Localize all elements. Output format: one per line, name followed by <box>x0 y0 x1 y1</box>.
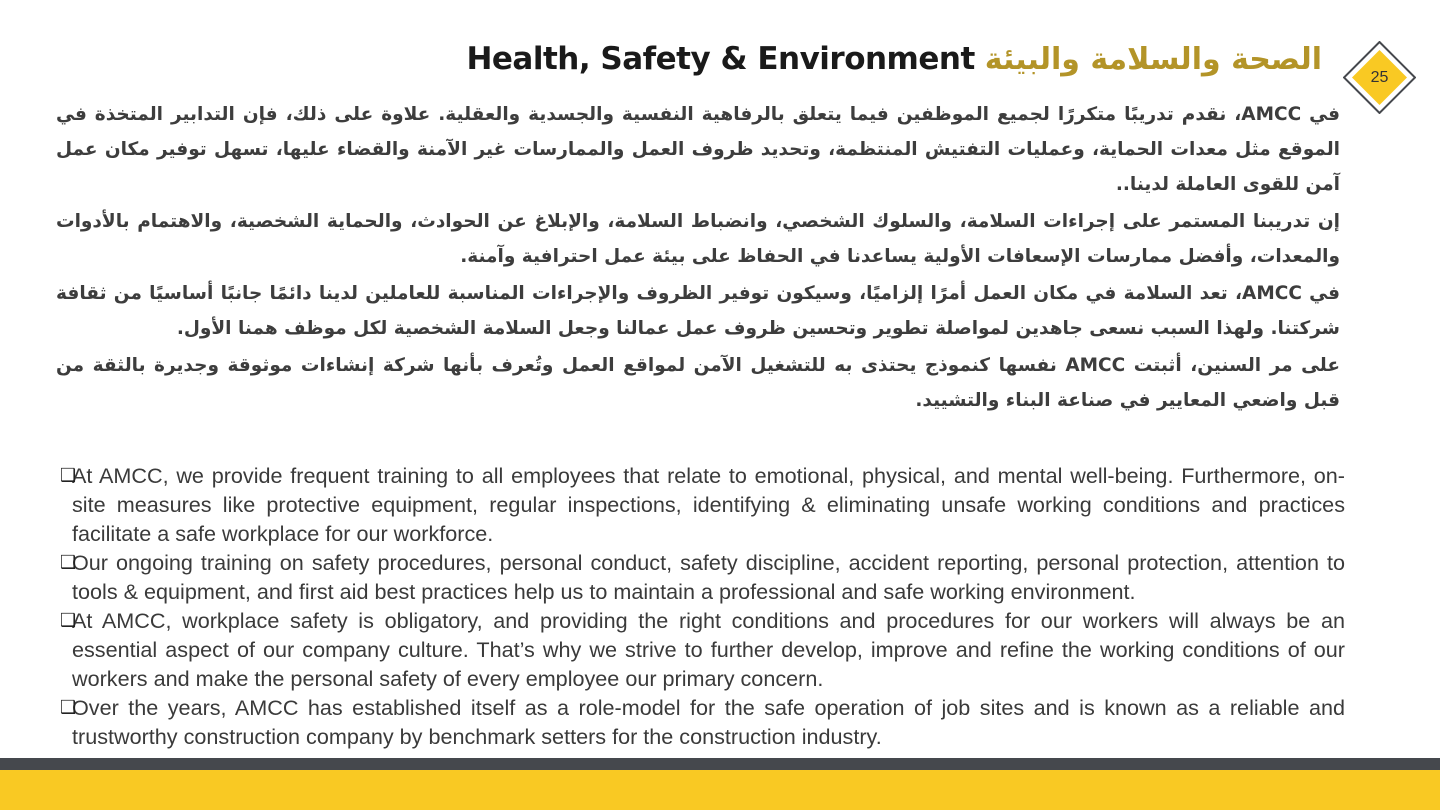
bullet-item <box>60 461 1345 548</box>
bullet-text: At AMCC, we provide frequent training to all employees that relate to emotional, physical, and mental well-being. Furthermore, on-site measures like protective equipment, regular inspections, identifying & eliminating unsafe working conditions and practices facilitate a safe workplace for our workforce. <box>72 463 1345 546</box>
arabic-paragraph: في AMCC، نقدم تدريبًا متكررًا لجميع الموظفين فيما يتعلق بالرفاهية النفسية والجسدية والعقلية. علاوة على ذلك، فإن التدابير المتخذة في الموقع مثل معدات الحماية، وعمليات التفتيش المنتظمة، وتحديد ظروف العمل والممارسات غير الآمنة والقضاء عليها، تسهل توفير مكان عمل آمن للقوى العاملة لدينا.. <box>56 104 1340 195</box>
english-content <box>60 461 1345 751</box>
title-english: Health, Safety & Environment <box>466 41 975 77</box>
arabic-paragraph: في AMCC، تعد السلامة في مكان العمل أمرًا إلزاميًا، وسيكون توفير الظروف والإجراءات المناسبة للعاملين لدينا دائمًا جانبًا أساسيًا من ثقافة شركتنا. ولهذا السبب نسعى جاهدين لمواصلة تطوير وتحسين ظروف عمل عمالنا وجعل السلامة الشخصية لكل موظف همنا الأول. <box>56 283 1340 339</box>
checkbox-square-icon: ❑ <box>60 610 77 631</box>
page-number: 25 <box>1370 68 1389 86</box>
bullet-item <box>60 693 1345 751</box>
arabic-content <box>56 97 1340 420</box>
page-number-badge <box>1343 41 1416 114</box>
bullet-item <box>60 606 1345 693</box>
page-title <box>466 36 1322 82</box>
checkbox-square-icon: ❑ <box>60 697 77 718</box>
title-arabic: الصحة والسلامة والبيئة <box>984 41 1322 77</box>
checkbox-square-icon: ❑ <box>60 552 77 573</box>
arabic-paragraph: على مر السنين، أثبتت AMCC نفسها كنموذج يحتذى به للتشغيل الآمن لمواقع العمل وتُعرف بأنها شركة إنشاءات موثوقة وجديرة بالثقة من قبل واضعي المعايير في صناعة البناء والتشييد. <box>56 355 1340 411</box>
footer-bar-yellow <box>0 770 1440 810</box>
checkbox-square-icon: ❑ <box>60 465 77 486</box>
footer-bar-dark <box>0 758 1440 770</box>
bullet-item <box>60 548 1345 606</box>
bullet-text: At AMCC, workplace safety is obligatory, and providing the right conditions and procedures for our workers will always be an essential aspect of our company culture. That’s why we strive to further develop, improve and refine the working conditions of our workers and make the personal safety of every employee our primary concern. <box>72 608 1345 691</box>
bullet-text: Over the years, AMCC has established itself as a role-model for the safe operation of job sites and is known as a reliable and trustworthy construction company by benchmark setters for the construction industry. <box>72 695 1345 749</box>
bullet-text: Our ongoing training on safety procedures, personal conduct, safety discipline, accident reporting, personal protection, attention to tools & equipment, and first aid best practices help us to maintain a professional and safe working environment. <box>72 550 1345 604</box>
arabic-paragraph: إن تدريبنا المستمر على إجراءات السلامة، والسلوك الشخصي، وانضباط السلامة، والإبلاغ عن الحوادث، والحماية الشخصية، والاهتمام بالأدوات والمعدات، وأفضل ممارسات الإسعافات الأولية يساعدنا في الحفاظ على بيئة عمل احترافية وآمنة. <box>56 211 1340 267</box>
